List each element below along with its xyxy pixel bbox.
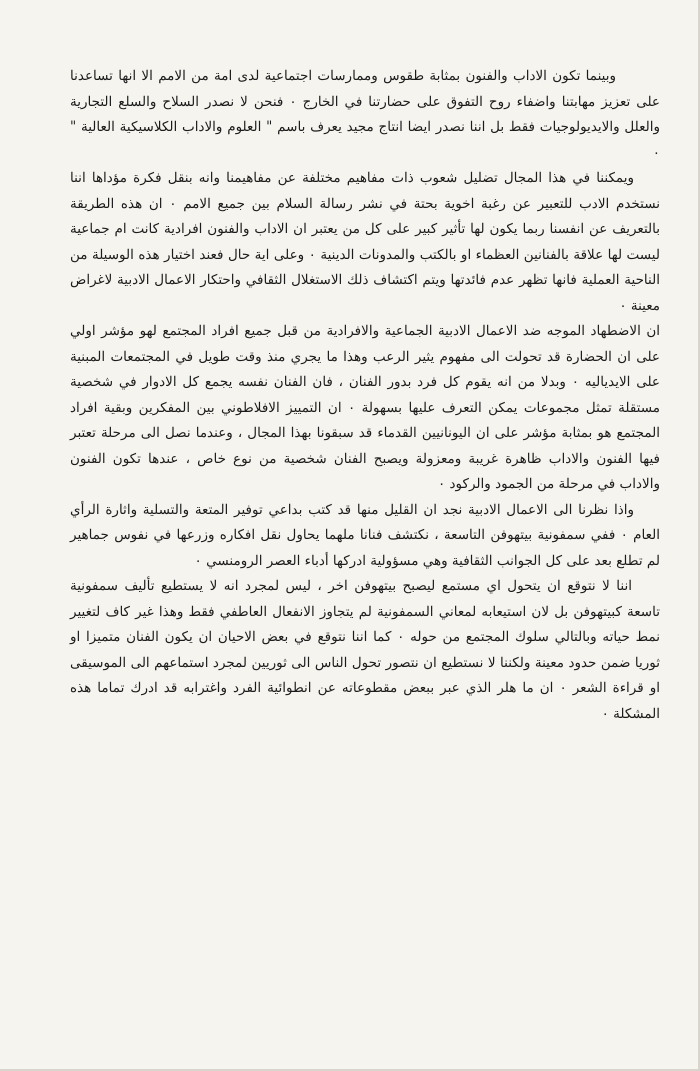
paragraph-3: ان الاضطهاد الموجه ضد الاعمال الادبية الجماعية والافرادية من قبل جميع افراد المجتمع لهو مؤشر اولي على ان الحضارة قد تحولت الى مفهوم يثير الرعب وهذا ما يجري منذ وقت طويل في المجتمعات المبنية على الايدياليه ٠ وبدلا من انه يقوم كل فرد بدور الفنان ، فان الفنان نفسه يجمع كل الادوار في شخصية مستقلة تمثل مجموعات يمكن التعرف عليها بسهولة ٠ ان التمييز الافلاطوني بين المفكرين وبقية افراد المجتمع هو بمثابة مؤشر على ان اليونانيين القدماء قد سبقونا بهذا المجال ، وعندما نصل الى مرحلة تعتبر فيها الفنون والاداب ظاهرة غريبة ومعزولة ويصبح الفنان شخصية من نوع خاص ، عندها تكون الفنون والاداب في مرحلة من الجمود والركود ٠: [70, 323, 661, 492]
paragraph-4: واذا نظرنا الى الاعمال الادبية نجد ان القليل منها قد كتب بداعي توفير المتعة والتسلية واثارة الرأي العام ٠ ففي سمفونية بيتهوفن التاسعة ، نكتشف فنانا ملهما يحاول نقل افكاره وزرعها في نفوس جماهير لم تطلع بعد على كل الجوانب الثقافية وهي مسؤولية ادركها أدباء العصر الرومنسي ٠: [70, 501, 661, 569]
paragraph-2: ويمكننا في هذا المجال تضليل شعوب ذات مفاهيم مختلفة عن مفاهيمنا وانه بنقل فكرة مؤداها اننا نستخدم الادب للتعبير عن رغبة اخوية بحتة في نشر رسالة السلام بين جميع الامم ٠ ان هذه الطريقة بالتعريف عن انفسنا ربما يكون لها تأثير كبير على كل من يعتبر ان الاداب والفنون افرادية كانت ام جماعية ليست لها علاقة بالفنانين العظماء او بالكتب والمدونات الدينية ٠ وعلى اية حال فعند اختيار هذه الوسيلة من الناحية العملية فانها تظهر عدم فائدتها ويتم اكتشاف ذلك الاستغلال الثقافي واحتكار الاعمال الادبية لاغراض معينة ٠: [70, 170, 660, 314]
body-text: [70, 64, 660, 727]
paragraph-5: اننا لا نتوقع ان يتحول اي مستمع ليصبح بيتهوفن اخر ، ليس لمجرد انه لا يستطيع تأليف سمفونية تاسعة كبيتهوفن بل لان استيعابه لمعاني السمفونية لم يتجاوز الانفعال العاطفي فقط وهذا غير كاف لتغيير نمط حياته وبالتالي سلوك المجتمع من حوله ٠ كما اننا نتوقع في بعض الاحيان ان يكون الفنان متميزا او ثوريا ضمن حدود معينة ولكننا لا نستطيع ان نتصور تحول الناس الى ثوريين لمجرد استماعهم الى الموسيقى او قراءة الشعر ٠ ان ما هلر الذي عبر ببعض مقطوعاته عن انطوائية الفرد واغترابه قد ادرك تماما هذه المشكلة ٠: [70, 578, 661, 722]
paragraph-1: وبينما تكون الاداب والفنون بمثابة طقوس وممارسات اجتماعية لدى امة من الامم الا انها تساعدنا على تعزيز مهابتنا واضفاء روح التفوق على حضارتنا في الخارج ٠ فنحن لا نصدر السلاح والسلع التجارية والعلل والايديولوجيات فقط بل اننا نصدر ايضا انتاج مجيد يعرف باسم " العلوم والاداب الكلاسيكية العالية " ٠: [70, 68, 660, 161]
